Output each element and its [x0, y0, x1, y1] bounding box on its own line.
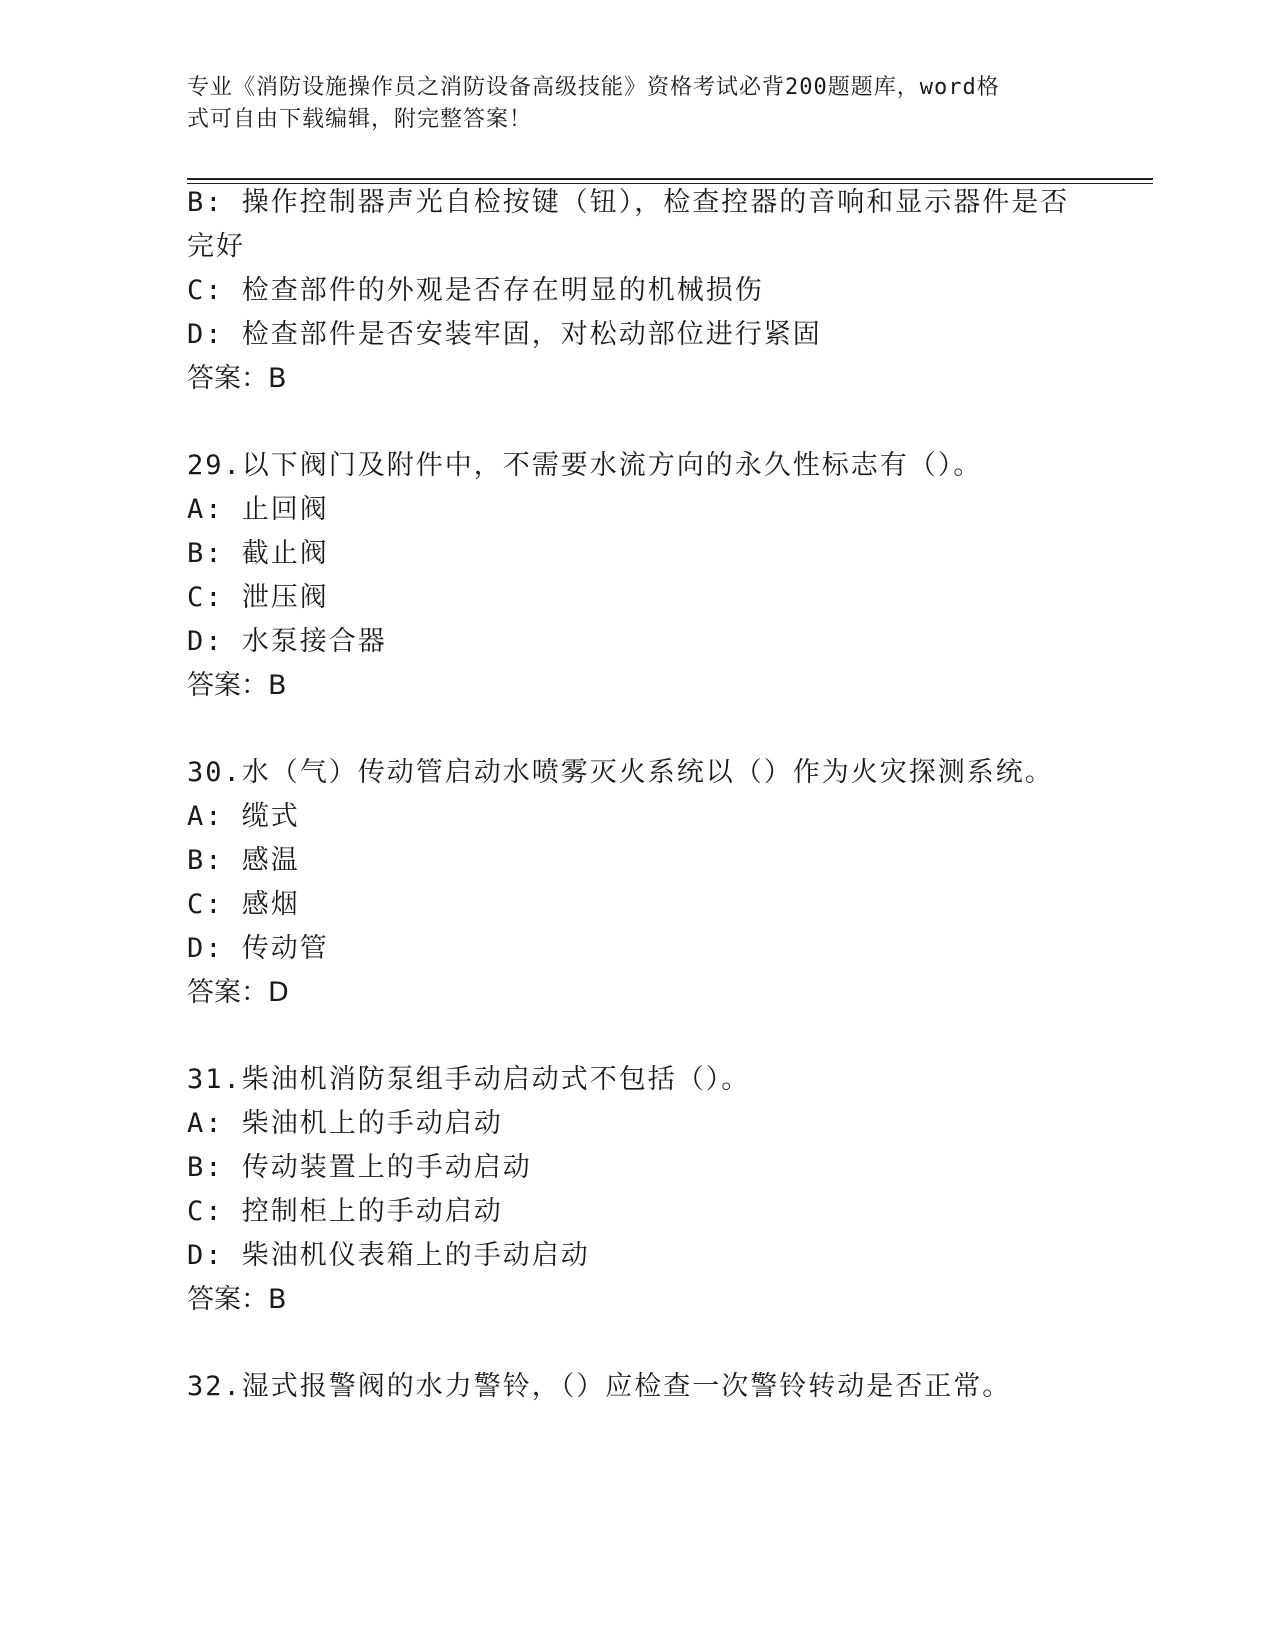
q30-option-b: B: 感温	[187, 845, 300, 876]
q31-option-b: B: 传动装置上的手动启动	[187, 1152, 532, 1183]
q29-option-c: C: 泄压阀	[187, 582, 329, 613]
q29-stem: 29.以下阀门及附件中，不需要水流方向的永久性标志有（）。	[187, 450, 983, 481]
q30-option-d: D: 传动管	[187, 933, 329, 964]
header-divider-thick	[187, 178, 1153, 180]
q29-option-a: A: 止回阀	[187, 494, 329, 525]
q28-option-b-line1: B: 操作控制器声光自检按键（钮），检查控器的音响和显示器件是否	[187, 187, 1070, 218]
q30-answer: 答案：D	[187, 977, 289, 1008]
header-divider-thin	[187, 183, 1153, 184]
q29-option-b: B: 截止阀	[187, 538, 329, 569]
q28-option-c: C: 检查部件的外观是否存在明显的机械损伤	[187, 275, 764, 306]
q32-stem: 32.湿式报警阀的水力警铃，（）应检查一次警铃转动是否正常。	[187, 1371, 1012, 1402]
q29-option-d: D: 水泵接合器	[187, 626, 387, 657]
document-header	[187, 72, 1067, 136]
q31-option-c: C: 控制柜上的手动启动	[187, 1196, 503, 1227]
header-line-2: 式可自由下载编辑，附完整答案！	[187, 107, 533, 132]
q31-answer: 答案：B	[187, 1284, 287, 1315]
q31-stem: 31.柴油机消防泵组手动启动式不包括（）。	[187, 1064, 751, 1095]
q30-option-a: A: 缆式	[187, 801, 300, 832]
q31-option-a: A: 柴油机上的手动启动	[187, 1108, 503, 1139]
q30-stem: 30.水（气）传动管启动水喷雾灭火系统以（）作为火灾探测系统。	[187, 757, 1054, 788]
q28-option-d: D: 检查部件是否安装牢固，对松动部位进行紧固	[187, 319, 822, 350]
q31-option-d: D: 柴油机仪表箱上的手动启动	[187, 1240, 590, 1271]
q29-answer: 答案：B	[187, 670, 287, 701]
q28-option-b-line2: 完好	[187, 231, 245, 262]
header-line-1: 专业《消防设施操作员之消防设备高级技能》资格考试必背200题题库，word格	[187, 75, 1000, 100]
q28-answer: 答案：B	[187, 363, 287, 394]
q30-option-c: C: 感烟	[187, 889, 300, 920]
